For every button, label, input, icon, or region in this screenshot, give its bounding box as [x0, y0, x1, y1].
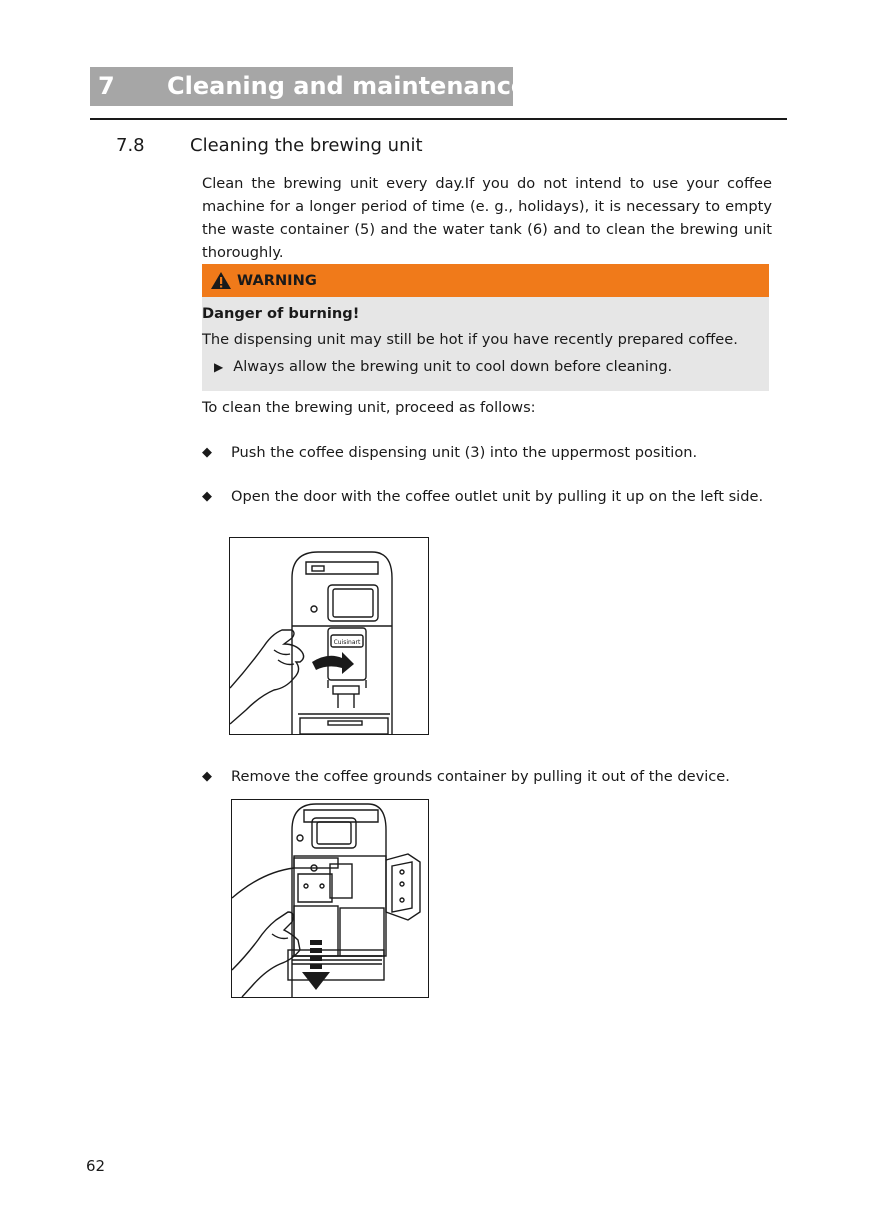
remove-container-illustration — [232, 800, 428, 997]
step-item — [202, 444, 697, 461]
intro-paragraph: Clean the brewing unit every day.If you do not intend to use your coffee machine for a longer period of time (e. g., holidays), it is necessary to empty the waste container (5) and the water tank (6) and to clean the brewing unit thoroughly. — [202, 175, 772, 261]
open-door-illustration — [230, 538, 428, 734]
section-number: 7.8 — [116, 135, 145, 156]
diamond-bullet-icon: ◆ — [202, 445, 212, 460]
warning-step-text: Always allow the brewing unit to cool down before cleaning. — [233, 358, 673, 375]
arrow-down-icon — [302, 940, 330, 990]
section-title: Cleaning the brewing unit — [190, 135, 423, 156]
step-text: Push the coffee dispensing unit (3) into the uppermost position. — [231, 444, 698, 461]
procedure-intro: To clean the brewing unit, proceed as follows: — [202, 399, 536, 416]
warning-step — [214, 358, 672, 375]
figure-remove-container — [231, 799, 429, 998]
warning-text: The dispensing unit may still be hot if you have recently prepared coffee. — [202, 331, 738, 348]
brand-label: Cuisinart — [333, 639, 361, 646]
warning-header — [202, 264, 769, 297]
diamond-bullet-icon: ◆ — [202, 769, 212, 784]
chapter-divider — [90, 118, 787, 120]
arrow-curved-icon — [312, 652, 354, 674]
step-text: Open the door with the coffee outlet unit by pulling it up on the left side. — [231, 488, 764, 505]
step-item — [202, 768, 730, 785]
chapter-number: 7 — [98, 72, 115, 100]
diamond-bullet-icon: ◆ — [202, 489, 212, 504]
warning-danger: Danger of burning! — [202, 305, 360, 322]
figure-open-door — [229, 537, 429, 735]
warning-box — [202, 264, 769, 391]
warning-label: WARNING — [237, 272, 317, 289]
warning-triangle-icon — [210, 271, 232, 290]
step-item — [202, 488, 763, 505]
page-number: 62 — [86, 1157, 106, 1175]
arrow-right-icon: ▶ — [214, 359, 224, 374]
chapter-header — [90, 67, 528, 106]
chapter-title: Cleaning and maintenance — [167, 72, 528, 100]
step-text: Remove the coffee grounds container by pulling it out of the device. — [231, 768, 730, 785]
